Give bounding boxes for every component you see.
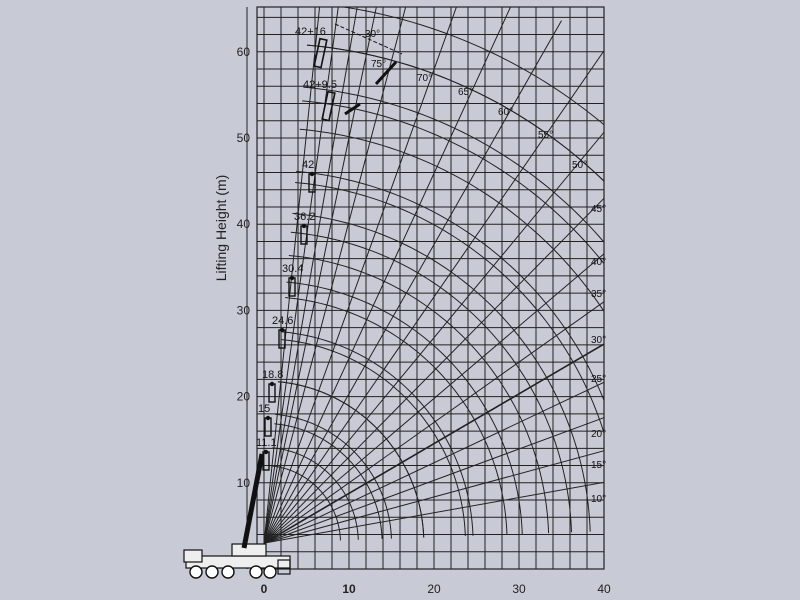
boom-sheave-dot xyxy=(310,172,314,176)
boom-head-marker xyxy=(265,418,271,436)
boom-angle-ray xyxy=(264,438,800,543)
truck-cab xyxy=(184,550,202,562)
y-tick-label: 30 xyxy=(236,303,250,318)
boom-angle-label: 65° xyxy=(458,87,474,98)
boom-length-arc xyxy=(296,171,632,530)
x-tick-label: 40 xyxy=(597,582,611,596)
boom-length-arc xyxy=(282,340,466,536)
boom-angle-ray xyxy=(264,288,800,543)
crane-superstructure xyxy=(232,544,266,556)
boom-length-arc xyxy=(291,232,572,532)
boom-length-arc xyxy=(300,129,674,528)
boom-angle-label: 75° xyxy=(371,59,387,70)
boom-angle-label: 70° xyxy=(417,73,433,84)
boom-length-label: 15 xyxy=(258,403,271,415)
boom-angle-label: 50° xyxy=(572,160,588,171)
boom-sheave-dot xyxy=(290,276,294,280)
boom-length-label: 36.2 xyxy=(294,211,316,223)
jib-length-label: 42+9.5 xyxy=(303,79,337,91)
grid xyxy=(247,7,607,569)
boom-angle-ray xyxy=(264,241,779,543)
boom-length-arc xyxy=(307,45,757,526)
x-tick-label: 30 xyxy=(512,582,526,596)
boom-length-arc xyxy=(295,182,621,530)
boom-sheave-dot xyxy=(270,382,274,386)
boom-length-arc xyxy=(287,282,523,534)
x-tick-label: 20 xyxy=(427,582,441,596)
boom-angle-label: 30° xyxy=(365,29,381,40)
boom-length-arc xyxy=(278,382,424,538)
boom-length-label: 24.6 xyxy=(272,315,294,327)
boom-angle-label: 55° xyxy=(538,130,554,141)
plot-frame xyxy=(257,7,607,569)
boom-length-arc xyxy=(307,45,757,526)
y-tick-label: 10 xyxy=(236,475,250,490)
truck-wheel xyxy=(222,566,234,578)
y-tick-label: 20 xyxy=(236,389,250,404)
boom-sheave-dot xyxy=(266,416,270,420)
boom-angle-label: 35° xyxy=(591,289,607,300)
boom-length-label: 18.8 xyxy=(262,369,284,381)
boom-length-arc xyxy=(285,298,507,535)
boom-angle-label: 40° xyxy=(591,257,607,268)
truck-wheel xyxy=(206,566,218,578)
boom-head-marker xyxy=(269,384,275,402)
boom-length-arc xyxy=(278,382,424,538)
boom-sheave-dot xyxy=(280,328,284,332)
boom-angle-label: 20° xyxy=(591,429,607,440)
jib-length-label: 42+16 xyxy=(295,26,326,38)
boom-angle-label: 60° xyxy=(498,107,514,118)
y-axis-label: Lifting Height (m) xyxy=(213,174,229,282)
boom-length-label: 30.4 xyxy=(282,263,304,275)
boom-angle-label: 15° xyxy=(591,460,607,471)
boom-angle-label: 45° xyxy=(591,204,607,215)
x-tick-label: 0 xyxy=(260,582,268,596)
boom-sheave-dot xyxy=(302,224,306,228)
y-tick-label: 40 xyxy=(236,217,250,232)
boom-sheave-dot xyxy=(264,450,268,454)
boom-length-arc xyxy=(292,213,590,531)
jib-marker xyxy=(322,92,335,121)
jib-section xyxy=(345,104,360,114)
truck-wheel xyxy=(250,566,262,578)
x-tick-label: 10 xyxy=(342,582,356,596)
boom-length-arc xyxy=(311,3,799,524)
boom-length-arc xyxy=(275,414,391,538)
boom-angle-label: 25° xyxy=(591,374,607,385)
truck-wheel xyxy=(264,566,276,578)
boom-length-label: 11.1 xyxy=(256,437,277,449)
boom-angle-label: 30° xyxy=(591,335,607,346)
boom-length-label: 42 xyxy=(302,159,315,171)
boom-angle-ray xyxy=(264,21,562,544)
y-tick-label: 50 xyxy=(236,131,250,145)
boom-angle-label: 10° xyxy=(591,494,607,505)
boom-length-arcs xyxy=(271,3,799,540)
y-tick-label: 60 xyxy=(236,44,250,59)
boom-angle-ray xyxy=(264,387,800,543)
boom-angle-rays xyxy=(264,0,800,543)
truck-wheel xyxy=(190,566,202,578)
